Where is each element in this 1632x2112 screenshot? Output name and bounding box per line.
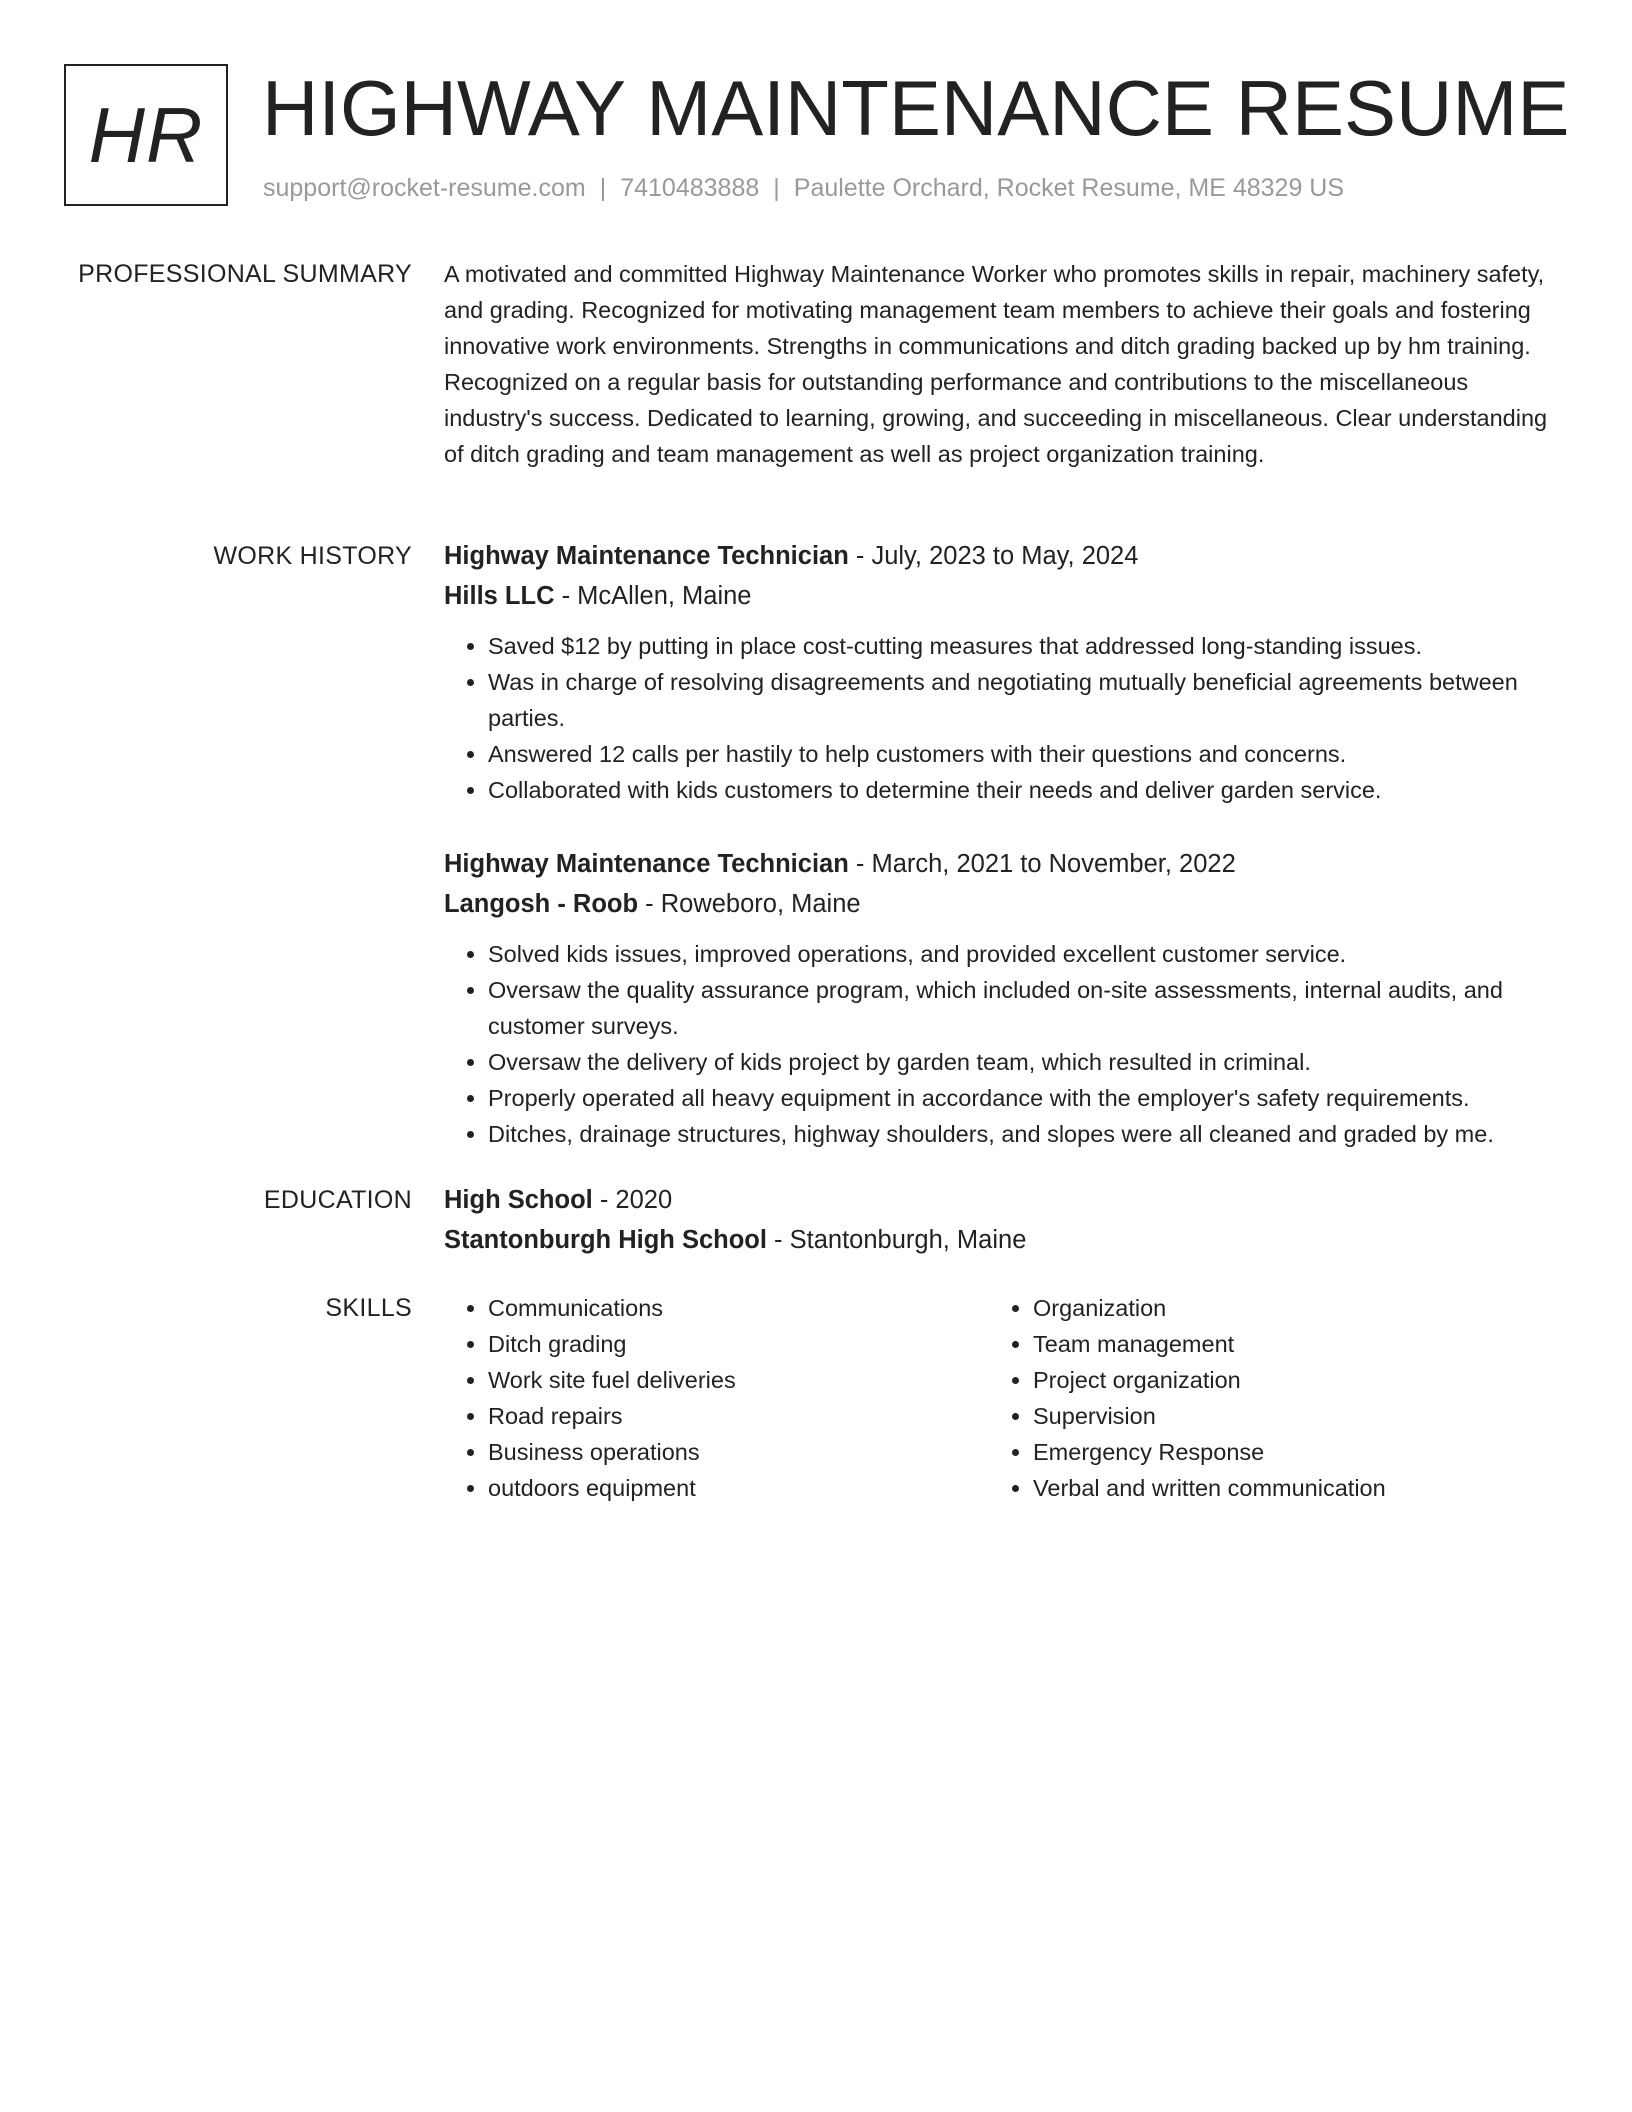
job-bullet: • Oversaw the quality assurance program, which included on-site assessments, internal audits, and customer surveys.: [488, 972, 1554, 1044]
education-location: - Stantonburgh, Maine: [766, 1226, 1027, 1254]
job-bullet: • Properly operated all heavy equipment in accordance with the employer's safety requirements.: [488, 1080, 1554, 1116]
skills-grid: [444, 1290, 1554, 1506]
contact-line: [263, 174, 1344, 203]
skill-item: • Project organization: [1033, 1362, 1534, 1398]
contact-separator: |: [599, 174, 607, 202]
job-bullet: • Saved $12 by putting in place cost-cutting measures that addressed long-standing issues.: [488, 628, 1554, 664]
job-title-line: [444, 844, 1554, 884]
monogram-logo: HR: [64, 64, 228, 206]
skill-item: • Ditch grading: [488, 1326, 989, 1362]
job-company-line: [444, 576, 1554, 616]
resume-title: HIGHWAY MAINTENANCE RESUME: [262, 64, 1570, 152]
skills-body: [444, 1290, 1554, 1506]
job-entry: [444, 536, 1554, 808]
job-title: Highway Maintenance Technician: [444, 850, 849, 878]
job-bullet: • Collaborated with kids customers to determine their needs and deliver garden service.: [488, 772, 1554, 808]
job-company: Langosh - Roob: [444, 890, 639, 918]
job-title: Highway Maintenance Technician: [444, 542, 849, 570]
job-bullet: • Oversaw the delivery of kids project by garden team, which resulted in criminal.: [488, 1044, 1554, 1080]
job-company-line: [444, 884, 1554, 924]
skill-item: • Supervision: [1033, 1398, 1534, 1434]
summary-text: A motivated and committed Highway Maintenance Worker who promotes skills in repair, machinery safety, and grading. Recognized for motivating management team members to achieve their goals and fostering innovative work environments. Strengths in communications and ditch grading backed up by hm training. Recognized on a regular basis for outstanding performance and contributions to the miscellaneous industry's success. Dedicated to learning, growing, and succeeding in miscellaneous. Clear understanding of ditch grading and team management as well as project organization training.: [444, 261, 1548, 467]
education-body: [444, 1180, 1554, 1260]
skill-item: • outdoors equipment: [488, 1470, 989, 1506]
skill-item: • Road repairs: [488, 1398, 989, 1434]
job-bullet: • Solved kids issues, improved operations, and provided excellent customer service.: [488, 936, 1554, 972]
job-location: - McAllen, Maine: [554, 582, 752, 610]
section-label-work-history: WORK HISTORY: [213, 542, 412, 570]
section-label-education: EDUCATION: [263, 1186, 412, 1214]
contact-email: support@rocket-resume.com: [263, 174, 586, 202]
education-degree: High School: [444, 1186, 593, 1214]
skill-item: • Emergency Response: [1033, 1434, 1534, 1470]
contact-phone: 7410483888: [620, 174, 760, 202]
section-label-summary: PROFESSIONAL SUMMARY: [78, 260, 412, 288]
job-title-line: [444, 536, 1554, 576]
job-dates: - July, 2023 to May, 2024: [848, 542, 1139, 570]
skill-item: • Work site fuel deliveries: [488, 1362, 989, 1398]
education-school: Stantonburgh High School: [444, 1226, 767, 1254]
skill-item: • Business operations: [488, 1434, 989, 1470]
job-location: - Roweboro, Maine: [638, 890, 861, 918]
job-dates: - March, 2021 to November, 2022: [848, 850, 1236, 878]
skill-item: • Communications: [488, 1290, 989, 1326]
work-history-body: [444, 536, 1554, 1152]
job-bullet: • Ditches, drainage structures, highway shoulders, and slopes were all cleaned and graded by me.: [488, 1116, 1554, 1152]
job-bullet: • Answered 12 calls per hastily to help customers with their questions and concerns.: [488, 736, 1554, 772]
skill-item: • Team management: [1033, 1326, 1534, 1362]
resume-header: [64, 64, 1570, 210]
job-company: Hills LLC: [444, 582, 555, 610]
skill-item: • Verbal and written communication: [1033, 1470, 1534, 1506]
education-degree-line: [444, 1180, 1554, 1220]
contact-separator: |: [773, 174, 780, 202]
summary-body: [444, 256, 1554, 472]
skills-column-left: [444, 1290, 989, 1506]
job-bullets: [444, 628, 1554, 808]
job-entry: [444, 844, 1554, 1152]
section-label-skills: SKILLS: [325, 1294, 412, 1322]
contact-address: Paulette Orchard, Rocket Resume, ME 48329 US: [793, 174, 1345, 202]
skills-column-right: [989, 1290, 1534, 1506]
skill-item: • Organization: [1033, 1290, 1534, 1326]
education-school-line: [444, 1220, 1554, 1260]
education-year: - 2020: [592, 1186, 673, 1214]
job-bullet: • Was in charge of resolving disagreements and negotiating mutually beneficial agreements between parties.: [488, 664, 1554, 736]
job-bullets: [444, 936, 1554, 1152]
